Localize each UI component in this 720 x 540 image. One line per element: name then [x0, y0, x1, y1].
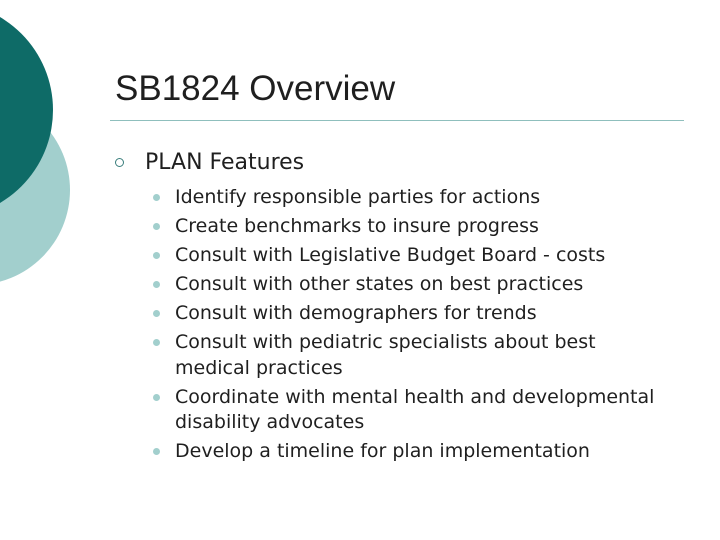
filled-circle-icon	[153, 310, 160, 317]
main-bullet-item	[112, 148, 672, 178]
main-bullet-text: PLAN Features	[145, 150, 305, 175]
sub-bullet-item	[112, 385, 672, 436]
sub-bullet-list	[112, 185, 672, 465]
light-teal-circle	[0, 95, 70, 285]
sub-bullet-text: Consult with other states on best practices	[175, 273, 584, 295]
filled-circle-icon	[153, 339, 160, 346]
title-divider	[110, 120, 684, 121]
filled-circle-icon	[153, 448, 160, 455]
sub-bullet-text: Consult with Legislative Budget Board - costs	[175, 244, 606, 266]
sub-bullet-text: Consult with demographers for trends	[175, 302, 537, 324]
filled-circle-icon	[153, 394, 160, 401]
filled-circle-icon	[153, 223, 160, 230]
sub-bullet-text: Consult with pediatric specialists about best medical practices	[175, 331, 596, 379]
sub-bullet-item	[112, 301, 672, 327]
sub-bullet-item	[112, 243, 672, 269]
sub-bullet-item	[112, 330, 672, 381]
dark-teal-circle	[0, 2, 53, 218]
bullet-list	[112, 148, 672, 468]
sub-bullet-text: Develop a timeline for plan implementation	[175, 440, 590, 462]
hollow-circle-icon	[115, 158, 124, 167]
filled-circle-icon	[153, 194, 160, 201]
filled-circle-icon	[153, 281, 160, 288]
sub-bullet-text: Identify responsible parties for actions	[175, 186, 541, 208]
filled-circle-icon	[153, 252, 160, 259]
sub-bullet-item	[112, 272, 672, 298]
sub-bullet-item	[112, 439, 672, 465]
decorative-circles	[0, 0, 120, 300]
slide-title: SB1824 Overview	[115, 69, 396, 108]
sub-bullet-item	[112, 185, 672, 211]
sub-bullet-text: Create benchmarks to insure progress	[175, 215, 539, 237]
sub-bullet-text: Coordinate with mental health and developmental disability advocates	[175, 385, 655, 433]
sub-bullet-item	[112, 214, 672, 240]
